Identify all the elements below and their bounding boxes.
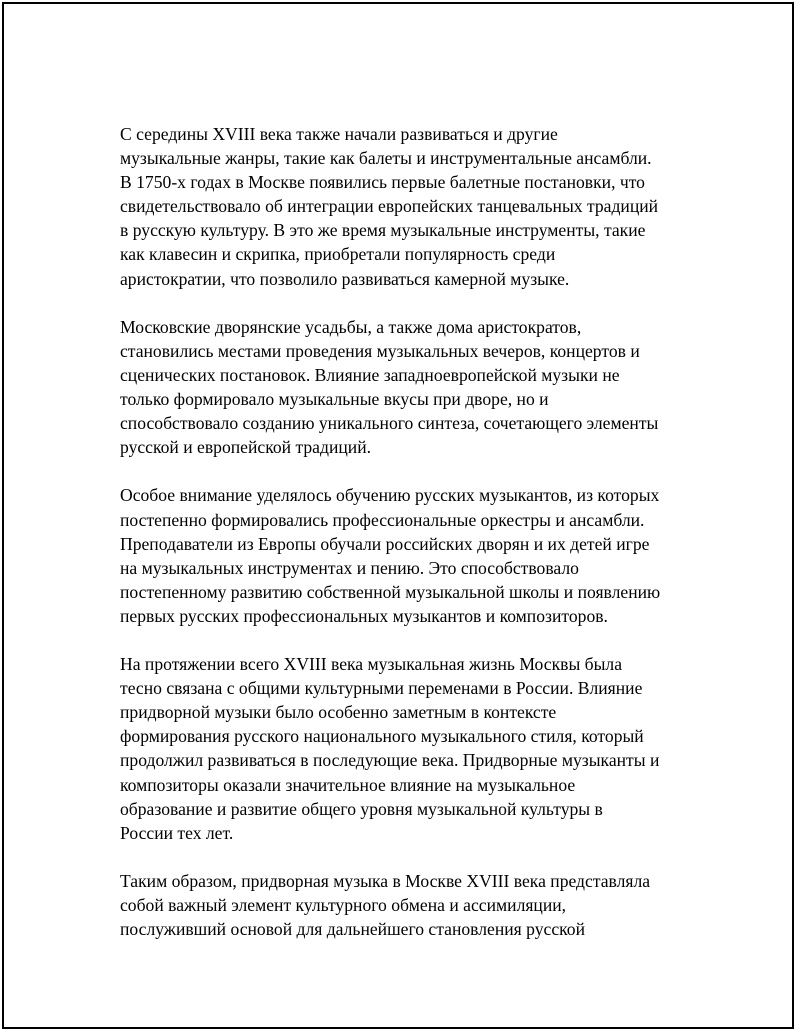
text-line: Таким образом, придворная музыка в Москве XVIII века представляла — [120, 870, 651, 891]
text-line: придворной музыки было особенно заметным в контексте — [120, 702, 557, 723]
text-line: становились местами проведения музыкальных вечеров, концертов и — [120, 340, 640, 361]
paragraph-5 — [120, 869, 720, 941]
text-line: свидетельствовало об интеграции европейских танцевальных традиций — [120, 196, 659, 217]
text-line: композиторы оказали значительное влияние на музыкальное — [120, 774, 576, 795]
text-line: только формировало музыкальные вкусы при дворе, но и — [120, 389, 549, 410]
paragraph-2 — [120, 315, 720, 460]
text-line: как клавесин и скрипка, приобретали популярность среди — [120, 244, 556, 265]
paragraph-1 — [120, 122, 720, 291]
text-line: сценических постановок. Влияние западноевропейской музыки не — [120, 364, 620, 385]
text-line: в русскую культуру. В это же время музыкальные инструменты, такие — [120, 220, 646, 241]
text-line: На протяжении всего XVIII века музыкальная жизнь Москвы была — [120, 654, 623, 675]
text-line: аристократии, что позволило развиваться камерной музыке. — [120, 268, 570, 289]
text-line: Московские дворянские усадьбы, а также дома аристократов, — [120, 316, 582, 337]
text-line: тесно связана с общими культурными переменами в России. Влияние — [120, 678, 643, 699]
text-line: Особое внимание уделялось обучению русских музыкантов, из которых — [120, 485, 660, 506]
text-line: музыкальные жанры, такие как балеты и инструментальные ансамбли. — [120, 148, 652, 169]
document-body — [120, 122, 720, 965]
paragraph-3 — [120, 483, 720, 628]
text-line: образование и развитие общего уровня музыкальной культуры в — [120, 798, 603, 819]
document-page — [2, 2, 794, 1029]
text-line: первых русских профессиональных музыкантов и композиторов. — [120, 605, 608, 626]
text-line: постепенному развитию собственной музыкальной школы и появлению — [120, 581, 661, 602]
text-line: продолжил развиваться в последующие века. Придворные музыканты и — [120, 750, 660, 771]
text-line: собой важный элемент культурного обмена и ассимиляции, — [120, 895, 567, 915]
text-line: способствовало созданию уникального синтеза, сочетающего элементы — [120, 413, 659, 434]
text-line: русской и европейской традиций. — [120, 437, 372, 458]
text-line: С середины XVIII века также начали развиваться и другие — [120, 124, 558, 144]
text-line: Преподаватели из Европы обучали российских дворян и их детей игре — [120, 533, 650, 554]
paragraph-4 — [120, 652, 720, 845]
text-line: России тех лет. — [120, 822, 234, 843]
text-line: формирования русского национального музыкального стиля, который — [120, 726, 644, 747]
text-line: постепенно формировались профессиональные оркестры и ансамбли. — [120, 509, 645, 530]
text-line: В 1750-х годах в Москве появились первые балетные постановки, что — [120, 172, 645, 193]
text-line: послуживший основой для дальнейшего становления русской — [120, 919, 585, 940]
text-line: на музыкальных инструментах и пению. Это способствовало — [120, 557, 579, 578]
